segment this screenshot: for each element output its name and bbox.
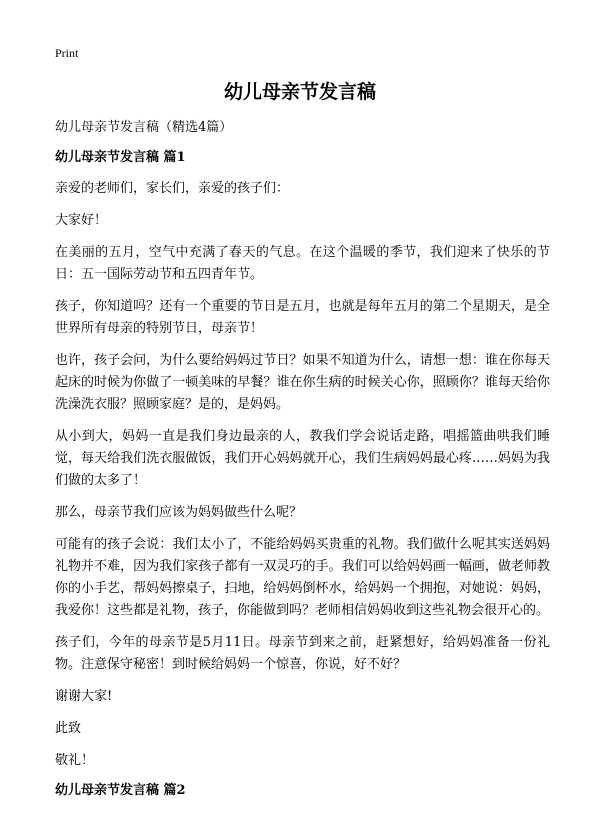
paragraph-mothers-day: 孩子，你知道吗？还有一个重要的节日是五月，也就是每年五月的第二个星期天，是全世界所有母亲的特别节日，母亲节！ [55,299,550,336]
paragraph-hello: 大家好！ [55,213,108,228]
paragraph-growing-up: 从小到大，妈妈一直是我们身边最亲的人，教我们学会说话走路，唱摇篮曲哄我们睡觉，每天给我们洗衣服做饭，我们开心妈妈就开心，我们生病妈妈最心疼……妈妈为我们做的太多了！ [55,429,550,488]
paragraph-gifts: 可能有的孩子会说：我们太小了，不能给妈妈买贵重的礼物。我们做什么呢其实送妈妈礼物并不难，因为我们家孩子都有一双灵巧的手。我们可以给妈妈画一幅画，做老师教你的小手艺，帮妈妈擦桌子，扫地，给妈妈倒杯水，给妈妈一个拥抱，对她说：妈妈，我爱你！这些都是礼物，孩子，你能做到吗？老师相信妈妈收到这些礼物会很开心的。 [55,537,550,618]
document-subtitle: 幼儿母亲节发言稿（精选4篇） [55,120,233,135]
document-title: 幼儿母亲节发言稿 [223,81,376,103]
paragraph-closing-1: 此致 [55,721,82,736]
document-body [55,119,550,811]
paragraph-date: 孩子们，今年的母亲节是5月11日。母亲节到来之前，赶紧想好，给妈妈准备一份礼物。注意保守秘密！到时候给妈妈一个惊喜，你说，好不好？ [55,635,550,672]
paragraph-may: 在美丽的五月，空气中充满了春天的气息。在这个温暖的季节，我们迎来了快乐的节日：五一国际劳动节和五四青年节。 [55,245,550,282]
paragraph-why: 也许，孩子会问，为什么要给妈妈过节日？如果不知道为什么，请想一想：谁在你每天起床的时候为你做了一顿美味的早餐？谁在你生病的时候关心你，照顾你？谁每天给你洗澡洗衣服？照顾家庭？是的，是妈妈。 [55,353,550,412]
paragraph-question: 那么，母亲节我们应该为妈妈做些什么呢？ [55,505,303,520]
paragraph-closing-2: 敬礼！ [55,753,95,768]
print-label: Print [55,46,79,60]
paragraph-greeting: 亲爱的老师们，家长们，亲爱的孩子们： [55,181,290,196]
paragraph-thanks: 谢谢大家! [55,689,113,704]
section-title-1: 幼儿母亲节发言稿 篇1 [55,150,186,165]
section-title-2: 幼儿母亲节发言稿 篇2 [55,783,186,798]
